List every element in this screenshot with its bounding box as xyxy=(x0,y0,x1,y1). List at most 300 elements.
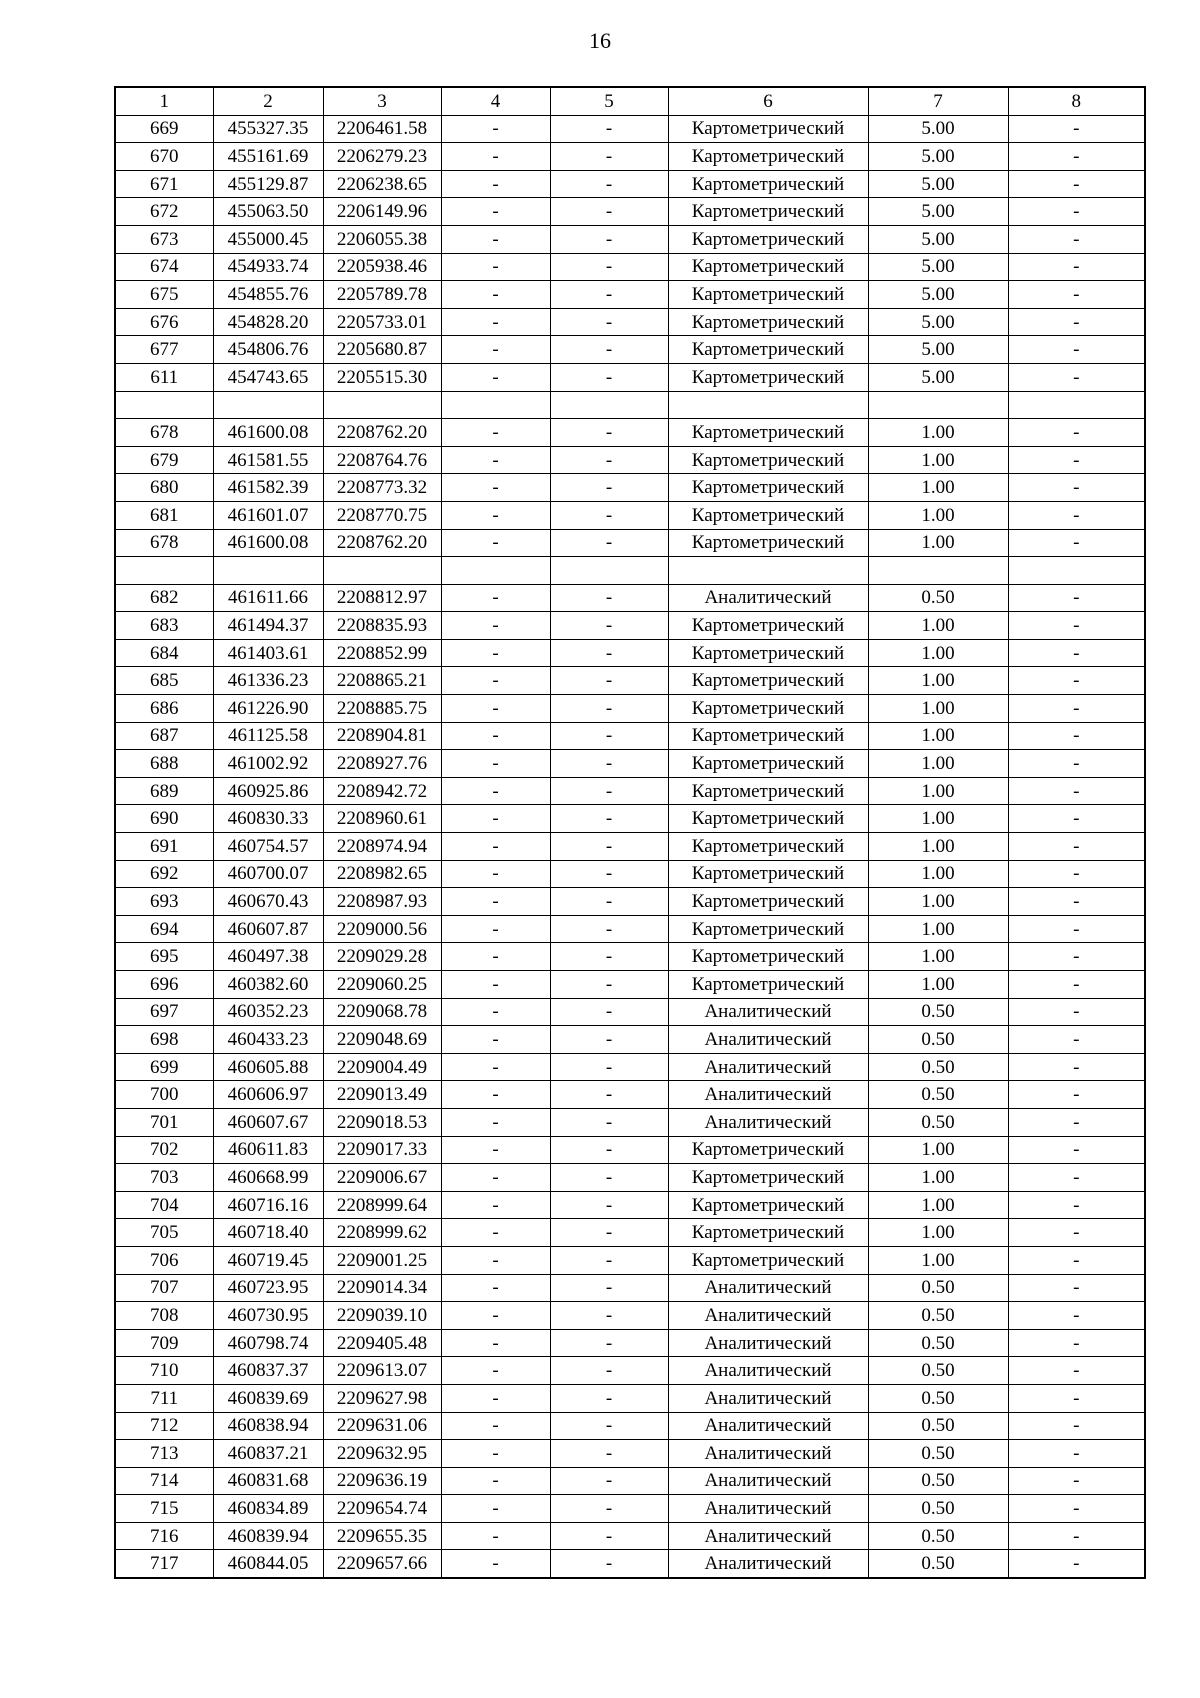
table-row xyxy=(115,1522,1145,1550)
table-cell: 1.00 xyxy=(868,446,1008,474)
table-cell: 2208904.81 xyxy=(323,722,441,750)
table-cell: - xyxy=(1008,833,1145,861)
table-cell xyxy=(323,391,441,419)
table-cell: - xyxy=(550,198,668,226)
table-cell: 461600.08 xyxy=(213,529,323,557)
table-cell: - xyxy=(550,1053,668,1081)
table-cell: 1.00 xyxy=(868,777,1008,805)
table-cell: Аналитический xyxy=(668,1274,868,1302)
table-cell: 460834.89 xyxy=(213,1495,323,1523)
table-cell: - xyxy=(550,1550,668,1578)
table-cell: 460830.33 xyxy=(213,805,323,833)
table-cell: - xyxy=(550,419,668,447)
table-cell: 0.50 xyxy=(868,1026,1008,1054)
table-cell: 672 xyxy=(115,198,213,226)
table-cell: 461582.39 xyxy=(213,474,323,502)
table-cell: 683 xyxy=(115,612,213,640)
table-cell: Картометрический xyxy=(668,1191,868,1219)
table-cell: 712 xyxy=(115,1412,213,1440)
table-cell: 460798.74 xyxy=(213,1329,323,1357)
table-cell: - xyxy=(441,1412,550,1440)
table-cell: - xyxy=(550,584,668,612)
table-cell: - xyxy=(1008,1108,1145,1136)
table-cell: - xyxy=(1008,1467,1145,1495)
table-cell: 460611.83 xyxy=(213,1136,323,1164)
table-cell: - xyxy=(1008,998,1145,1026)
table-cell: - xyxy=(550,695,668,723)
table-cell: Картометрический xyxy=(668,888,868,916)
table-cell: - xyxy=(550,1329,668,1357)
table-cell: 460754.57 xyxy=(213,833,323,861)
table-cell: 2209013.49 xyxy=(323,1081,441,1109)
table-cell: 2209657.66 xyxy=(323,1550,441,1578)
table-cell: - xyxy=(1008,308,1145,336)
table-row xyxy=(115,1191,1145,1219)
table-cell: 2208835.93 xyxy=(323,612,441,640)
table-cell: - xyxy=(441,225,550,253)
table-cell: - xyxy=(550,915,668,943)
table-cell: 671 xyxy=(115,170,213,198)
table-cell: Картометрический xyxy=(668,612,868,640)
table-cell: 2209004.49 xyxy=(323,1053,441,1081)
table-cell: - xyxy=(441,253,550,281)
table-cell: - xyxy=(441,1302,550,1330)
table-cell: 2208773.32 xyxy=(323,474,441,502)
table-cell: Картометрический xyxy=(668,308,868,336)
table-cell: - xyxy=(550,833,668,861)
table-cell: - xyxy=(1008,971,1145,999)
table-cell: 701 xyxy=(115,1108,213,1136)
table-cell: Аналитический xyxy=(668,998,868,1026)
table-cell: - xyxy=(550,639,668,667)
table-cell: 2209613.07 xyxy=(323,1357,441,1385)
table-cell: - xyxy=(441,1467,550,1495)
table-row xyxy=(115,1412,1145,1440)
table-cell: 2209060.25 xyxy=(323,971,441,999)
table-cell: - xyxy=(1008,1191,1145,1219)
table-row xyxy=(115,722,1145,750)
table-cell: 1.00 xyxy=(868,1246,1008,1274)
table-body xyxy=(115,115,1145,1578)
table-cell xyxy=(1008,557,1145,585)
table-cell: 707 xyxy=(115,1274,213,1302)
table-cell: 679 xyxy=(115,446,213,474)
table-cell: - xyxy=(1008,667,1145,695)
table-cell: Аналитический xyxy=(668,1053,868,1081)
table-cell: Картометрический xyxy=(668,501,868,529)
table-row xyxy=(115,915,1145,943)
table-cell xyxy=(868,557,1008,585)
table-cell: 454743.65 xyxy=(213,363,323,391)
table-cell: - xyxy=(441,501,550,529)
table-row xyxy=(115,888,1145,916)
table-cell: 2208982.65 xyxy=(323,860,441,888)
table-cell: 2206238.65 xyxy=(323,170,441,198)
table-cell: 5.00 xyxy=(868,198,1008,226)
table-cell: 673 xyxy=(115,225,213,253)
table-cell: 715 xyxy=(115,1495,213,1523)
table-cell: 1.00 xyxy=(868,722,1008,750)
table-row xyxy=(115,1467,1145,1495)
table-cell: 2205789.78 xyxy=(323,281,441,309)
table-cell: Картометрический xyxy=(668,833,868,861)
table-cell: 2209039.10 xyxy=(323,1302,441,1330)
table-cell: 2209014.34 xyxy=(323,1274,441,1302)
table-cell: 460718.40 xyxy=(213,1219,323,1247)
table-cell: 677 xyxy=(115,336,213,364)
table-cell: 705 xyxy=(115,1219,213,1247)
table-cell: 2208987.93 xyxy=(323,888,441,916)
table-cell: 700 xyxy=(115,1081,213,1109)
table-cell: - xyxy=(550,667,668,695)
table-cell: - xyxy=(441,722,550,750)
table-row xyxy=(115,612,1145,640)
page-number: 16 xyxy=(589,28,611,53)
table-cell: - xyxy=(550,1302,668,1330)
table-cell: - xyxy=(550,1191,668,1219)
table-cell: - xyxy=(1008,695,1145,723)
table-cell: - xyxy=(550,1467,668,1495)
table-cell: - xyxy=(1008,225,1145,253)
table-cell: - xyxy=(1008,143,1145,171)
table-cell: 2208770.75 xyxy=(323,501,441,529)
table-cell: 1.00 xyxy=(868,1164,1008,1192)
table-header-row xyxy=(115,87,1145,115)
table-cell: Аналитический xyxy=(668,1026,868,1054)
table-cell: Аналитический xyxy=(668,1522,868,1550)
table-cell: - xyxy=(1008,253,1145,281)
table-row xyxy=(115,1108,1145,1136)
table-cell: Картометрический xyxy=(668,667,868,695)
table-cell: 2208927.76 xyxy=(323,750,441,778)
table-cell: 678 xyxy=(115,529,213,557)
table-cell: Аналитический xyxy=(668,1302,868,1330)
table-cell: 460352.23 xyxy=(213,998,323,1026)
table-cell: Картометрический xyxy=(668,777,868,805)
table-cell: - xyxy=(441,805,550,833)
table-cell: 1.00 xyxy=(868,888,1008,916)
table-row xyxy=(115,1136,1145,1164)
table-row xyxy=(115,198,1145,226)
table-cell: 0.50 xyxy=(868,1384,1008,1412)
table-cell: 702 xyxy=(115,1136,213,1164)
table-cell: - xyxy=(1008,115,1145,143)
table-cell: 5.00 xyxy=(868,363,1008,391)
table-row xyxy=(115,584,1145,612)
table-cell: 460607.87 xyxy=(213,915,323,943)
table-cell: - xyxy=(1008,1440,1145,1468)
table-cell: - xyxy=(441,1219,550,1247)
table-cell: 2206279.23 xyxy=(323,143,441,171)
table-cell: 2206055.38 xyxy=(323,225,441,253)
table-cell: Картометрический xyxy=(668,253,868,281)
table-row xyxy=(115,1053,1145,1081)
table-cell: 2209654.74 xyxy=(323,1495,441,1523)
table-cell: - xyxy=(441,336,550,364)
table-cell: 611 xyxy=(115,363,213,391)
table-cell: - xyxy=(1008,363,1145,391)
table-cell: - xyxy=(550,1246,668,1274)
table-cell: 697 xyxy=(115,998,213,1026)
table-cell: 454855.76 xyxy=(213,281,323,309)
table-cell: 704 xyxy=(115,1191,213,1219)
table-cell: - xyxy=(441,363,550,391)
table-row xyxy=(115,695,1145,723)
table-cell: 708 xyxy=(115,1302,213,1330)
table-cell: 696 xyxy=(115,971,213,999)
table-cell: 714 xyxy=(115,1467,213,1495)
table-cell xyxy=(668,391,868,419)
table-cell: - xyxy=(1008,777,1145,805)
table-cell: 460838.94 xyxy=(213,1412,323,1440)
table-cell: - xyxy=(441,308,550,336)
table-cell: - xyxy=(441,281,550,309)
table-cell: - xyxy=(1008,750,1145,778)
table-cell: - xyxy=(1008,722,1145,750)
column-header: 1 xyxy=(115,87,213,115)
table-cell: 703 xyxy=(115,1164,213,1192)
table-cell: 461125.58 xyxy=(213,722,323,750)
table-cell: 1.00 xyxy=(868,750,1008,778)
table-cell: 1.00 xyxy=(868,529,1008,557)
column-header: 6 xyxy=(668,87,868,115)
table-cell: 2208865.21 xyxy=(323,667,441,695)
table-cell: Картометрический xyxy=(668,639,868,667)
table-cell: 1.00 xyxy=(868,943,1008,971)
table-cell: - xyxy=(1008,1384,1145,1412)
table-cell: Картометрический xyxy=(668,1164,868,1192)
column-header: 7 xyxy=(868,87,1008,115)
table-row xyxy=(115,419,1145,447)
table-cell: 0.50 xyxy=(868,1467,1008,1495)
table-cell: - xyxy=(1008,1026,1145,1054)
table-row xyxy=(115,1550,1145,1578)
table-cell xyxy=(1008,391,1145,419)
table-cell: - xyxy=(550,612,668,640)
table-cell: - xyxy=(441,1495,550,1523)
table-cell: 0.50 xyxy=(868,998,1008,1026)
table-cell: 717 xyxy=(115,1550,213,1578)
table-cell: 455000.45 xyxy=(213,225,323,253)
table-cell: 681 xyxy=(115,501,213,529)
table-row xyxy=(115,805,1145,833)
table-cell: - xyxy=(1008,1274,1145,1302)
table-row xyxy=(115,143,1145,171)
table-cell: 690 xyxy=(115,805,213,833)
table-cell: - xyxy=(441,529,550,557)
table-cell: Аналитический xyxy=(668,1467,868,1495)
table-cell: 1.00 xyxy=(868,971,1008,999)
table-cell: 2208885.75 xyxy=(323,695,441,723)
column-header: 2 xyxy=(213,87,323,115)
table-cell: - xyxy=(550,1081,668,1109)
table-cell xyxy=(115,391,213,419)
table-cell: - xyxy=(441,1550,550,1578)
table-cell: 2208999.64 xyxy=(323,1191,441,1219)
table-cell: - xyxy=(441,1329,550,1357)
table-row xyxy=(115,1329,1145,1357)
table-cell: - xyxy=(1008,1357,1145,1385)
table-cell: Картометрический xyxy=(668,750,868,778)
table-cell: - xyxy=(441,1191,550,1219)
table-cell: - xyxy=(550,1495,668,1523)
table-cell: 2208764.76 xyxy=(323,446,441,474)
table-row xyxy=(115,225,1145,253)
table-cell: - xyxy=(441,170,550,198)
table-cell: Картометрический xyxy=(668,1219,868,1247)
table-cell: 0.50 xyxy=(868,1053,1008,1081)
table-cell: - xyxy=(550,971,668,999)
table-cell: 2208942.72 xyxy=(323,777,441,805)
table-cell: 1.00 xyxy=(868,639,1008,667)
table-cell: Аналитический xyxy=(668,1329,868,1357)
table-row xyxy=(115,501,1145,529)
table-cell: 0.50 xyxy=(868,1329,1008,1357)
table-cell: - xyxy=(1008,1302,1145,1330)
table-cell: Картометрический xyxy=(668,915,868,943)
table-cell: - xyxy=(1008,419,1145,447)
table-cell: - xyxy=(1008,281,1145,309)
table-cell: 460925.86 xyxy=(213,777,323,805)
table-cell: - xyxy=(441,143,550,171)
table-cell: 461611.66 xyxy=(213,584,323,612)
table-cell: 460716.16 xyxy=(213,1191,323,1219)
table-cell: 460433.23 xyxy=(213,1026,323,1054)
table-cell: 454806.76 xyxy=(213,336,323,364)
table-cell: 5.00 xyxy=(868,143,1008,171)
table-cell: - xyxy=(1008,529,1145,557)
table-cell: - xyxy=(1008,805,1145,833)
table-cell: - xyxy=(441,1081,550,1109)
column-header: 3 xyxy=(323,87,441,115)
table-cell: 460700.07 xyxy=(213,860,323,888)
table-cell: 2209636.19 xyxy=(323,1467,441,1495)
table-row xyxy=(115,253,1145,281)
table-cell: Картометрический xyxy=(668,281,868,309)
table-cell: Картометрический xyxy=(668,529,868,557)
table-cell: 0.50 xyxy=(868,1440,1008,1468)
column-header: 8 xyxy=(1008,87,1145,115)
table-cell: 2209017.33 xyxy=(323,1136,441,1164)
table-cell: - xyxy=(550,336,668,364)
table-cell: - xyxy=(441,888,550,916)
table-cell: - xyxy=(1008,888,1145,916)
table-cell: - xyxy=(441,1440,550,1468)
table-cell: 1.00 xyxy=(868,1136,1008,1164)
table-cell: - xyxy=(550,1274,668,1302)
table-cell: 674 xyxy=(115,253,213,281)
table-cell: - xyxy=(1008,1246,1145,1274)
table-cell: 460723.95 xyxy=(213,1274,323,1302)
table-cell: - xyxy=(1008,1053,1145,1081)
table-cell: 693 xyxy=(115,888,213,916)
table-cell: 5.00 xyxy=(868,170,1008,198)
table-cell: 2206461.58 xyxy=(323,115,441,143)
table-cell: - xyxy=(550,1108,668,1136)
table-cell xyxy=(550,391,668,419)
table-row xyxy=(115,391,1145,419)
table-cell: - xyxy=(1008,860,1145,888)
column-header: 4 xyxy=(441,87,550,115)
table-row xyxy=(115,308,1145,336)
table-cell: 2205680.87 xyxy=(323,336,441,364)
table-cell: 1.00 xyxy=(868,612,1008,640)
table-cell: - xyxy=(1008,1495,1145,1523)
table-cell: Картометрический xyxy=(668,1246,868,1274)
table-cell: - xyxy=(550,1440,668,1468)
table-cell: 2209029.28 xyxy=(323,943,441,971)
table-cell: - xyxy=(550,115,668,143)
table-cell: Аналитический xyxy=(668,1440,868,1468)
table-cell: - xyxy=(550,1412,668,1440)
table-cell: Картометрический xyxy=(668,805,868,833)
table-cell: Аналитический xyxy=(668,1384,868,1412)
table-cell: - xyxy=(550,363,668,391)
table-cell: 1.00 xyxy=(868,860,1008,888)
table-cell: 460839.69 xyxy=(213,1384,323,1412)
table-cell: - xyxy=(1008,915,1145,943)
table-cell xyxy=(323,557,441,585)
table-cell: 5.00 xyxy=(868,253,1008,281)
table-cell: - xyxy=(441,1136,550,1164)
table-cell: 2209655.35 xyxy=(323,1522,441,1550)
table-cell: - xyxy=(550,1522,668,1550)
table-cell: 2209006.67 xyxy=(323,1164,441,1192)
table-cell: 460606.97 xyxy=(213,1081,323,1109)
table-cell: 2209631.06 xyxy=(323,1412,441,1440)
table-cell: 2208762.20 xyxy=(323,419,441,447)
table-cell: 2208974.94 xyxy=(323,833,441,861)
table-cell: 669 xyxy=(115,115,213,143)
table-cell xyxy=(441,557,550,585)
table-cell: 5.00 xyxy=(868,336,1008,364)
table-cell: 1.00 xyxy=(868,915,1008,943)
table-cell: Картометрический xyxy=(668,722,868,750)
table-cell: - xyxy=(1008,943,1145,971)
table-cell xyxy=(668,557,868,585)
table-cell: - xyxy=(550,722,668,750)
table-cell: Картометрический xyxy=(668,225,868,253)
table-cell: - xyxy=(441,1026,550,1054)
table-cell: - xyxy=(550,998,668,1026)
table-cell: - xyxy=(1008,474,1145,502)
table-cell: - xyxy=(550,1219,668,1247)
table-cell: 1.00 xyxy=(868,419,1008,447)
table-cell: - xyxy=(1008,170,1145,198)
table-cell: 2205938.46 xyxy=(323,253,441,281)
table-row xyxy=(115,557,1145,585)
table-cell: 455327.35 xyxy=(213,115,323,143)
table-row xyxy=(115,363,1145,391)
table-cell: 692 xyxy=(115,860,213,888)
table-cell: 698 xyxy=(115,1026,213,1054)
table-cell: - xyxy=(1008,1412,1145,1440)
table-cell: 0.50 xyxy=(868,1550,1008,1578)
table-cell: 460837.37 xyxy=(213,1357,323,1385)
table-cell: 2209632.95 xyxy=(323,1440,441,1468)
table-cell: - xyxy=(1008,198,1145,226)
table-cell: 1.00 xyxy=(868,1191,1008,1219)
table-cell: 1.00 xyxy=(868,695,1008,723)
table-row xyxy=(115,1357,1145,1385)
table-cell: - xyxy=(441,474,550,502)
table-cell: 460382.60 xyxy=(213,971,323,999)
table-cell: 706 xyxy=(115,1246,213,1274)
table-cell: Картометрический xyxy=(668,943,868,971)
table-cell: - xyxy=(1008,612,1145,640)
table-cell: 0.50 xyxy=(868,1495,1008,1523)
table-cell: - xyxy=(441,1164,550,1192)
